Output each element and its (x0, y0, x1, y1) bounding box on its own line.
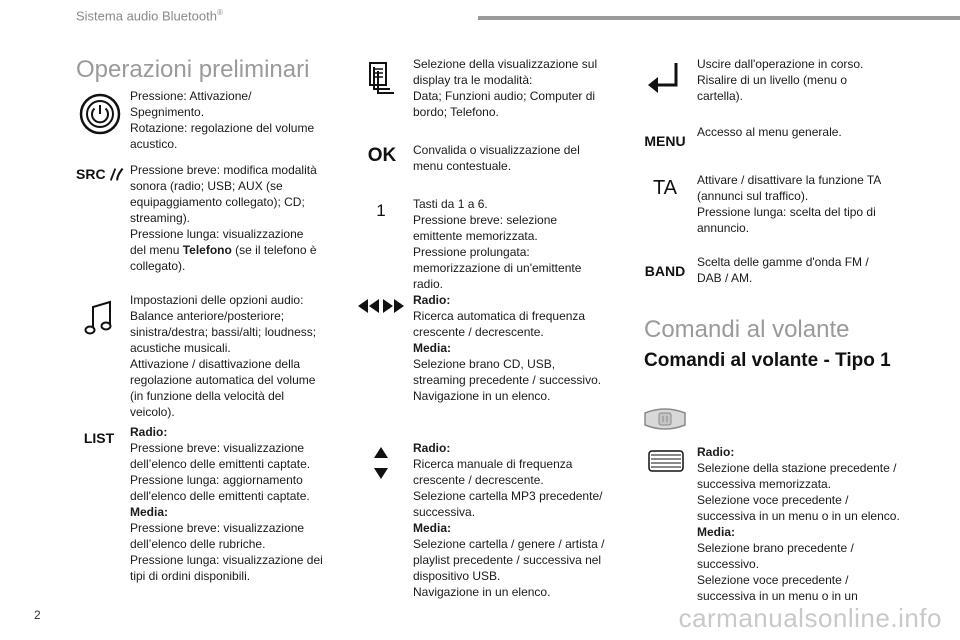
header-bar (478, 16, 960, 20)
list-description: Radio: Pressione breve: visualizzazione dell’elenco delle emittenti captate. Pressione lunga: aggiornamento dell'elenco delle emittenti captate. Media: Pressione breve: visualizzazione dell’elenco delle rubriche. Pressione lunga: visualizzazione dei tipi di ordini disponibili. (130, 425, 323, 583)
src-description: Pressione breve: modifica modalità sonora (radio; USB; AUX (se equipaggiamento collegato); CD; streaming). Pressione lunga: visualizzazione del menu Telefono (se il telefono è collegato). (130, 163, 317, 273)
ta-description: Attivare / disattivare la funzione TA (annunci sul traffico). Pressione lunga: scelta del tipo di annuncio. (697, 173, 882, 235)
up-down-arrows-icon (372, 446, 390, 480)
subtitle-comandi-tipo-1: Comandi al volante - Tipo 1 (644, 350, 891, 371)
preset-one-icon: 1 (376, 201, 386, 220)
section-header-label: Sistema audio Bluetooth (76, 8, 217, 24)
band-description: Scelta delle gamme d'onda FM / DAB / AM. (697, 255, 869, 285)
seek-description: Radio: Ricerca automatica di frequenza crescente / decrescente. Media: Selezione brano CD, USB, streaming precedente / successivo. Navigazione in un elenco. (413, 293, 602, 403)
back-description: Uscire dall'operazione in corso. Risalire di un livello (menu o cartella). (697, 57, 864, 103)
ta-button-icon: TA (652, 176, 678, 199)
section-header (76, 8, 223, 23)
ok-description: Convalida o visualizzazione del menu contestuale. (413, 143, 580, 173)
display-mode-icon (366, 60, 398, 96)
watermark: carmanualsonline.info (678, 603, 942, 633)
preset-description: Tasti da 1 a 6. Pressione breve: selezione emittente memorizzata. Pressione prolungata: memorizzazione di un'emittente radio. (413, 197, 582, 291)
src-phone-icon: SRC (76, 163, 124, 185)
title-operazioni-preliminari: Operazioni preliminari (76, 56, 310, 83)
seek-arrows-icon (358, 298, 404, 314)
music-note-icon (82, 298, 116, 338)
list-button-icon: LIST (83, 430, 115, 446)
steering-control-stalk-icon (640, 404, 690, 434)
page-number: 2 (34, 608, 41, 622)
power-description: Pressione: Attivazione/ Spegnimento. Rotazione: regolazione del volume acustico. (130, 89, 315, 151)
ok-button-icon: OK (367, 145, 397, 166)
up-down-description: Radio: Ricerca manuale di frequenza crescente / decrescente. Selezione cartella MP3 precedente/ successiva. Media: Selezione cartella / genere / artista / playlist precedente / successiva nel dispositivo USB. Navigazione in un elenco. (413, 441, 605, 599)
registered-mark: ® (216, 8, 223, 17)
menu-button-icon: MENU (644, 133, 686, 149)
title-comandi-al-volante: Comandi al volante (644, 316, 850, 343)
menu-description: Accesso al menu generale. (697, 125, 842, 139)
power-knob-icon (78, 92, 122, 136)
band-button-icon: BAND (644, 263, 686, 279)
back-arrow-icon (644, 60, 688, 96)
audio-options-description: Impostazioni delle opzioni audio: Balance anteriore/posteriore; sinistra/destra; bassi/alti; loudness; acustiche musicali. Attivazione / disattivazione della regolazione automatica del volume (in funzione della velocità del veicolo). (130, 293, 317, 419)
display-description: Selezione della visualizzazione sul display tra le modalità: Data; Funzioni audio; Computer di bordo; Telefono. (413, 57, 598, 119)
thumbwheel-icon (646, 448, 686, 474)
thumbwheel-description: Radio: Selezione della stazione precedente / successiva memorizzata. Selezione voce precedente / successiva in un menu o in un elenco. Media: Selezione brano precedente / successivo. Selezione voce precedente / successiva in un menu o in un (697, 445, 900, 603)
